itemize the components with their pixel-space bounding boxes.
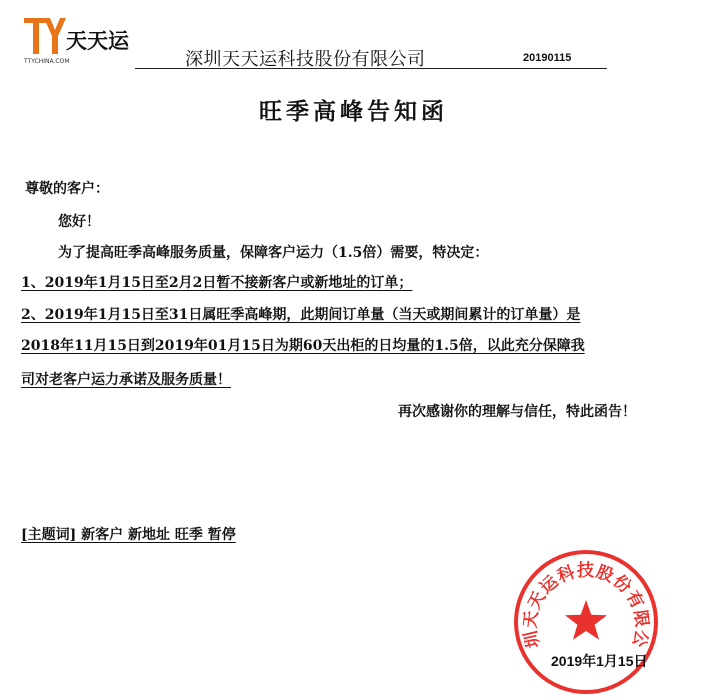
- notice-item-2: 2、2019年1月15日至31日属旺季高峰期，此期间订单量（当天或期间累计的订单量）是: [21, 307, 581, 323]
- keywords-line: [主题词] 新客户 新地址 旺季 暂停: [21, 527, 236, 543]
- seal-text: 圳天天运科技股份有限公: [520, 561, 652, 650]
- notice-item-2-end: 司对老客户运力承诺及服务质量！: [21, 372, 231, 388]
- notice-item-2-cont: 2018年11月15日到2019年01月15日为期60天出柜的日均量的1.5倍，以此充分保障我: [21, 338, 585, 354]
- document-number: 20190115: [523, 52, 572, 64]
- notice-item-1: 1、2019年1月15日至2月2日暂不接新客户或新地址的订单；: [21, 275, 413, 291]
- seal-star-icon: [565, 600, 607, 640]
- header-divider: [135, 68, 607, 69]
- company-seal: [512, 548, 660, 696]
- greeting: 您好！: [58, 214, 100, 230]
- issue-date: 2019年1月15日: [551, 653, 648, 669]
- company-name: 深圳天天运科技股份有限公司: [185, 49, 426, 70]
- salutation: 尊敬的客户：: [25, 181, 109, 197]
- closing-thanks: 再次感谢你的理解与信任，特此函告！: [398, 404, 636, 420]
- logo-url: TTYCHINA.COM: [24, 58, 70, 65]
- logo-wordmark: 天天运: [66, 29, 129, 53]
- intro-paragraph: 为了提高旺季高峰服务质量，保障客户运力（1.5倍）需要，特决定：: [58, 245, 489, 261]
- company-logo: [22, 14, 129, 66]
- document-title: 旺季高峰告知函: [259, 98, 448, 125]
- svg-text:深圳天天运科技股份有限公司: [512, 548, 652, 650]
